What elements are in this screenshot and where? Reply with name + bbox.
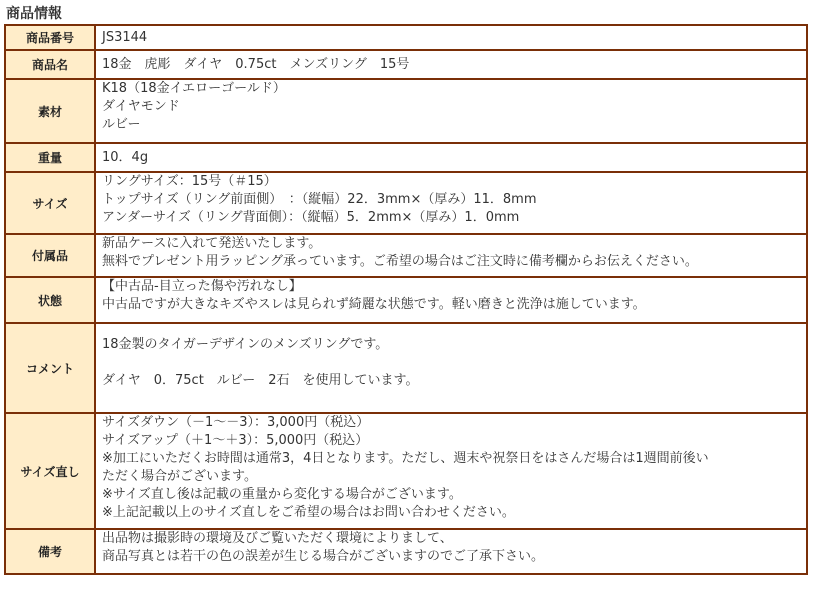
resizing-line-6: ※上記記載以上のサイズ直しをご希望の場合はお問い合わせください。 [102,505,515,520]
label-product-number: 商品番号 [5,25,95,50]
row-resizing [5,413,807,529]
label-accessories: 付属品 [5,234,95,277]
value-product-name [95,50,807,79]
row-material [5,79,807,143]
label-notes: 備考 [5,529,95,574]
resizing-line-1: サイズダウン（－1～－3）：3,000円（税込） [102,415,370,430]
material-line-2: ダイヤモンド [102,99,180,114]
value-notes [95,529,807,574]
comment-spacer [102,354,806,372]
notes-line-1: 出品物は撮影時の環境及びご覧いただく環境によりまして、 [102,531,453,546]
value-material [95,79,807,143]
value-accessories [95,234,807,277]
product-name-text: 18金 虎彫 ダイヤ 0.75ct メンズリング 15号 [102,56,410,72]
accessories-line-1: 新品ケースに入れて発送いたします。 [102,236,322,251]
row-product-name [5,50,807,79]
comment-line-1: 18金製のタイガーデザインのメンズリングです。 [102,337,389,352]
label-size: サイズ [5,172,95,234]
row-size [5,172,807,234]
label-condition: 状態 [5,277,95,323]
row-comment [5,323,807,413]
size-line-1: リングサイズ：15号（＃15） [102,174,277,189]
row-accessories [5,234,807,277]
value-weight [95,143,807,172]
material-line-1: K18（18金イエローゴールド） [102,81,286,96]
material-line-3: ルビー [102,117,141,132]
value-size [95,172,807,234]
size-line-3: アンダーサイズ（リング背面側）：（縦幅）5．2mm×（厚み）1．0mm [102,210,520,225]
value-condition [95,277,807,323]
value-comment [95,323,807,413]
resizing-line-2: サイズアップ（＋1～＋3）：5,000円（税込） [102,433,369,448]
label-product-name: 商品名 [5,50,95,79]
label-resizing: サイズ直し [5,413,95,529]
value-resizing [95,413,807,529]
value-product-number [95,25,807,50]
condition-line-1: 【中古品-目立った傷や汚れなし】 [102,279,302,294]
row-product-number [5,25,807,50]
product-info-table [4,24,808,575]
row-notes [5,529,807,574]
comment-line-2: ダイヤ 0．75ct ルビー 2石 を使用しています。 [102,373,419,388]
accessories-line-2: 無料でプレゼント用ラッピング承っています。ご希望の場合はご注文時に備考欄からお伝えください。 [102,254,698,269]
section-title: 商品情報 [6,6,62,22]
size-line-2: トップサイズ（リング前面側） ：（縦幅）22．3mm×（厚み）11．8mm [102,192,537,207]
label-weight: 重量 [5,143,95,172]
notes-line-2: 商品写真とは若干の色の誤差が生じる場合がございますのでご了承下さい。 [102,549,545,564]
row-weight [5,143,807,172]
product-number-text: JS3144 [102,29,148,45]
label-material: 素材 [5,79,95,143]
resizing-line-3: ※加工にいただくお時間は通常3，4日となります。ただし、週末や祝祭日をはさんだ場合は1週間前後い [102,451,709,466]
resizing-line-5: ※サイズ直し後は記載の重量から変化する場合がございます。 [102,487,462,502]
label-comment: コメント [5,323,95,413]
row-condition [5,277,807,323]
condition-line-2: 中古品ですが大きなキズやスレは見られず綺麗な状態です。軽い磨きと洗浄は施しています。 [102,297,646,312]
resizing-line-4: ただく場合がございます。 [102,469,257,484]
weight-text: 10．4g [102,149,149,165]
